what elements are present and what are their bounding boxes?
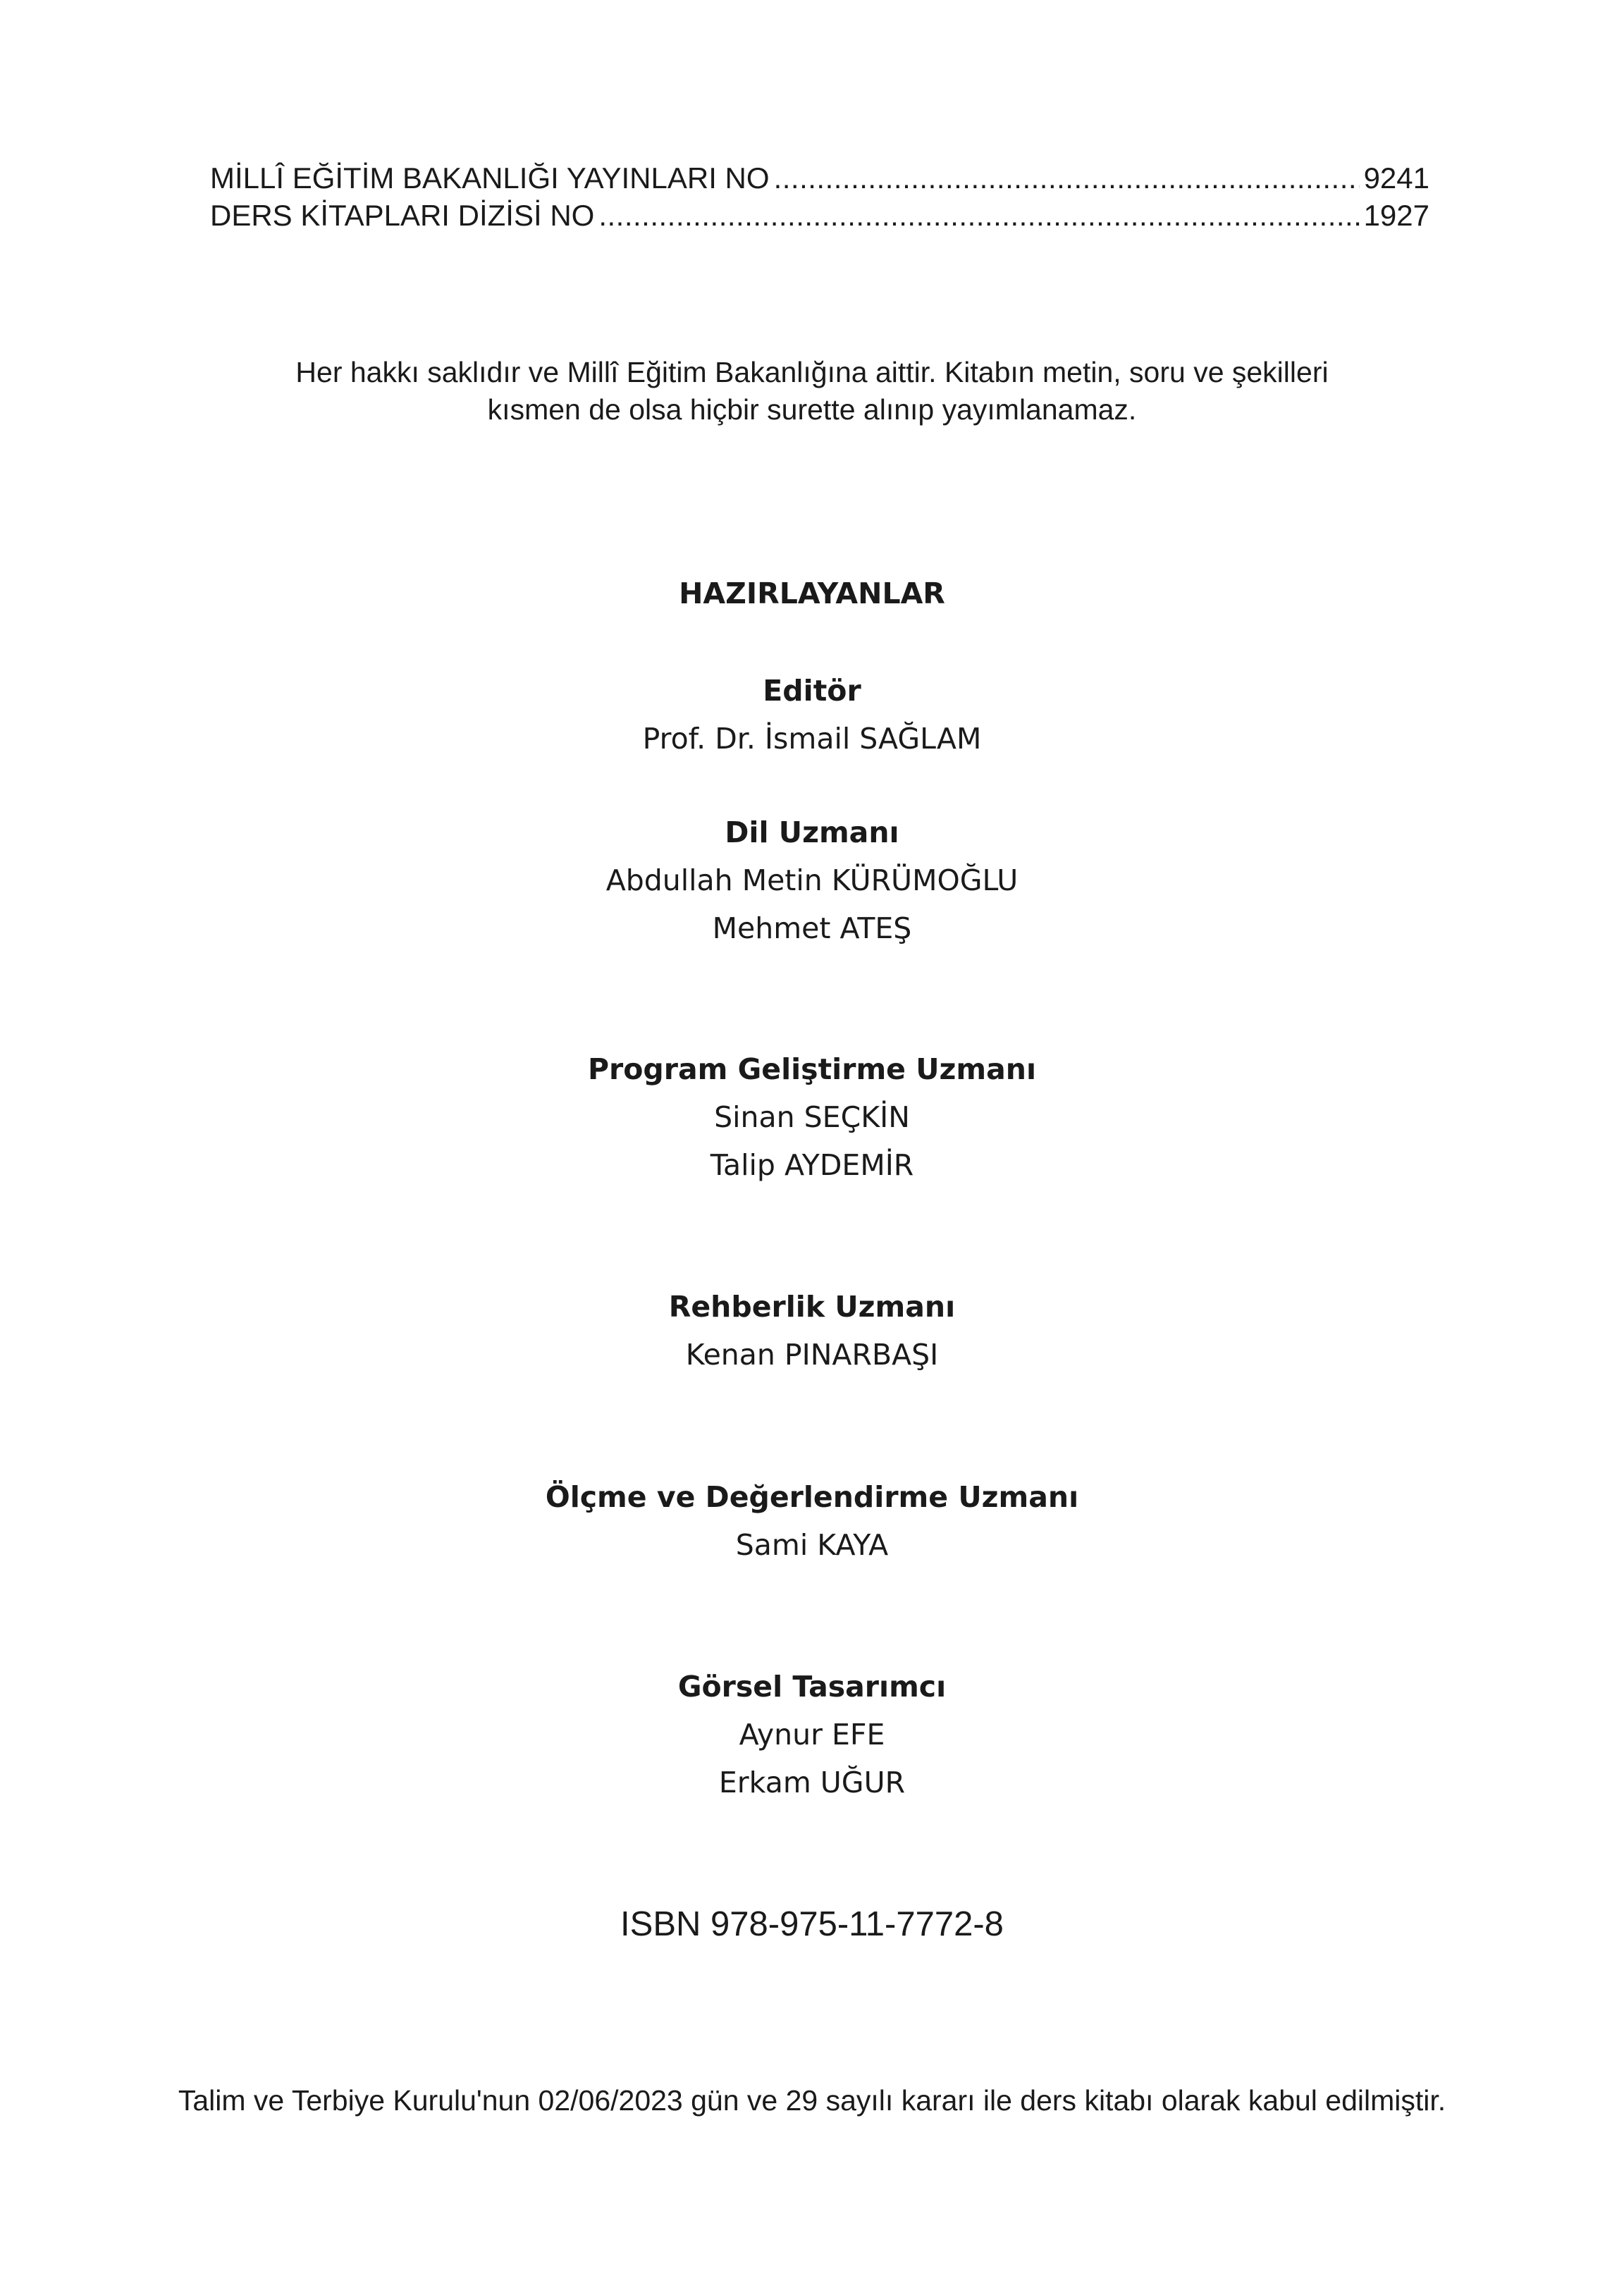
person-name: Talip AYDEMİR: [710, 1148, 914, 1182]
role-title: Program Geliştirme Uzmanı: [587, 1052, 1037, 1086]
publication-series-label: MİLLÎ EĞİTİM BAKANLIĞI YAYINLARI NO: [210, 161, 770, 195]
credit-role-editor: [0, 667, 1624, 763]
person-name: Mehmet ATEŞ: [712, 911, 912, 945]
role-title: Rehberlik Uzmanı: [668, 1290, 956, 1324]
publication-number-line: [210, 159, 1429, 197]
publication-series-number: 1927: [1363, 199, 1429, 232]
publication-series-label: DERS KİTAPLARI DİZİSİ NO: [210, 199, 595, 232]
person-name: Erkam UĞUR: [718, 1766, 906, 1799]
rights-notice-line: kısmen de olsa hiçbir surette alınıp yayımlanamaz.: [487, 393, 1137, 426]
publication-numbers: [210, 159, 1429, 234]
role-title: Görsel Tasarımcı: [677, 1670, 947, 1704]
isbn-number: ISBN 978-975-11-7772-8: [620, 1905, 1004, 1943]
rights-notice: [0, 354, 1624, 429]
rights-notice-line: Her hakkı saklıdır ve Millî Eğitim Bakanlığına aittir. Kitabın metin, soru ve şekilleri: [295, 356, 1329, 388]
person-name: Prof. Dr. İsmail SAĞLAM: [642, 722, 982, 756]
person-name: Kenan PINARBAŞI: [685, 1338, 939, 1372]
role-title: Ölçme ve Değerlendirme Uzmanı: [545, 1480, 1079, 1514]
credit-role-program-development-expert: [0, 1045, 1624, 1189]
approval-notice: Talim ve Terbiye Kurulu'nun 02/06/2023 gün ve 29 sayılı kararı ile ders kitabı olarak kabul edilmiştir.: [178, 2084, 1446, 2117]
credit-role-visual-designer: [0, 1663, 1624, 1806]
credit-role-guidance-expert: [0, 1283, 1624, 1379]
credit-role-language-expert: [0, 808, 1624, 952]
dot-leader: [774, 159, 1360, 197]
role-title: Dil Uzmanı: [725, 815, 899, 849]
person-name: Aynur EFE: [739, 1718, 885, 1752]
person-name: Abdullah Metin KÜRÜMOĞLU: [605, 863, 1019, 897]
publication-number-line: [210, 197, 1429, 234]
dot-leader: [598, 197, 1359, 234]
person-name: Sinan SEÇKİN: [714, 1100, 910, 1134]
publication-series-number: 9241: [1363, 161, 1429, 195]
credit-role-assessment-expert: [0, 1473, 1624, 1569]
credits-heading: HAZIRLAYANLAR: [679, 577, 945, 610]
role-title: Editör: [763, 674, 861, 708]
person-name: Sami KAYA: [735, 1528, 889, 1562]
